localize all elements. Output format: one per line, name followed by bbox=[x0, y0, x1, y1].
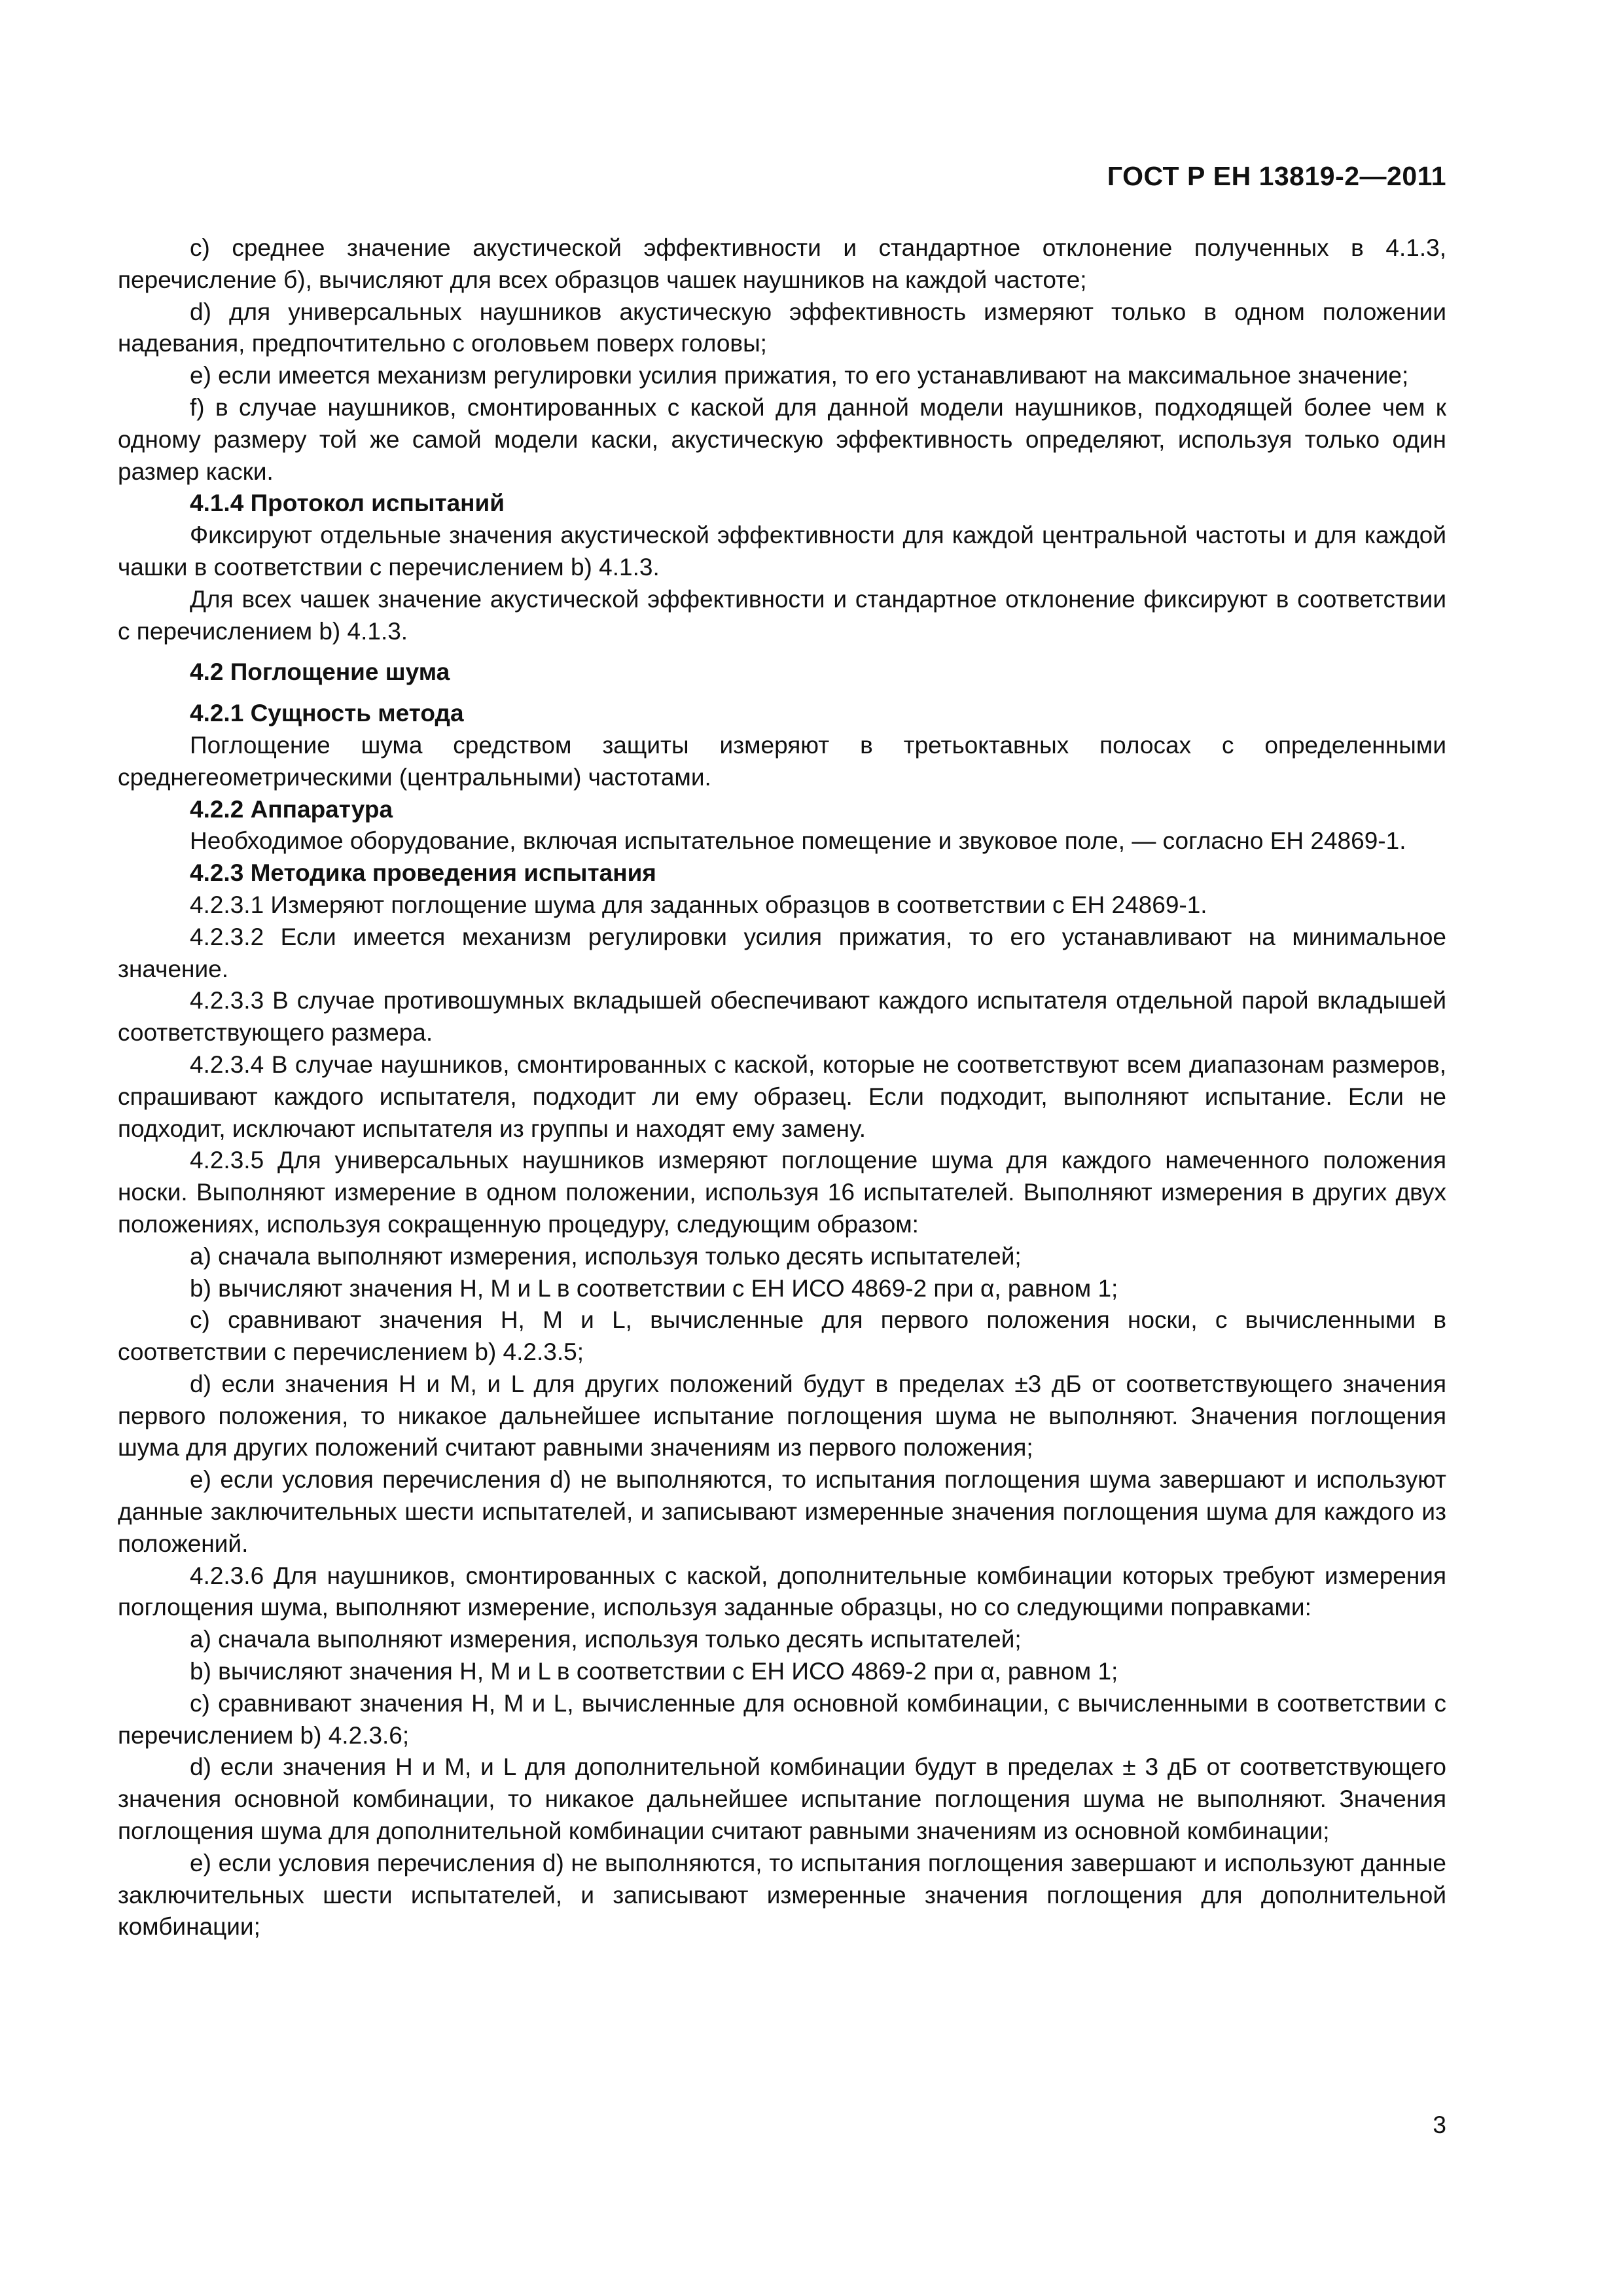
list-item-e: e) если имеется механизм регулировки усилия прижатия, то его устанавливают на максимальное значение; bbox=[190, 362, 1409, 389]
clause-4-2-3-5: 4.2.3.5 Для универсальных наушников измеряют поглощение шума для каждого намеченного положения носки. Выполняют измерение в одном положении, используя 16 испытателей. Выполняют измерения в других двух положениях, используя сокращенную процедуру, следующим образом: bbox=[118, 1147, 1446, 1238]
list-item-d: d) для универсальных наушников акустическую эффективность измеряют только в одном положении надевания, предпочтительно с оголовьем поверх головы; bbox=[118, 298, 1446, 357]
section-heading-4-2-2: 4.2.2 Аппаратура bbox=[190, 795, 393, 823]
clause-4-2-3-4: 4.2.3.4 В случае наушников, смонтированных с каской, которые не соответствуют всем диапазонам размеров, спрашивают каждого испытателя, подходит ли ему образец. Если подходит, выполняют испытание. Если не подходит, исключают испытателя из группы и находят ему замену. bbox=[118, 1050, 1446, 1142]
list-item-c: c) сравнивают значения H, M и L, вычисленные для первого положения носки, с вычисленными в соответствии с перечислением b) 4.2.3.5; bbox=[118, 1306, 1446, 1366]
list-item-c: c) сравнивают значения H, M и L, вычисленные для основной комбинации, с вычисленными в соответствии с перечислением b) 4.2.3.6; bbox=[118, 1689, 1446, 1749]
list-item-b: b) вычисляют значения H, M и L в соответствии с ЕН ИСО 4869-2 при α, равном 1; bbox=[190, 1274, 1118, 1302]
list-item-d: d) если значения H и M, и L для других положений будут в пределах ±3 дБ от соответствующего значения первого положения, то никакое дальнейшее испытание поглощения шума не выполняют. Значения поглощения шума для других положений считают равными значениям из первого положения; bbox=[118, 1370, 1446, 1462]
page-number: 3 bbox=[1433, 2111, 1446, 2138]
list-item-a: a) сначала выполняют измерения, используя только десять испытателей; bbox=[190, 1242, 1022, 1270]
list-item-c: c) среднее значение акустической эффективности и стандартное отклонение полученных в 4.1.3, перечисление б), вычисляют для всех образцов чашек наушников на каждой частоте; bbox=[118, 234, 1446, 293]
paragraph: Необходимое оборудование, включая испытательное помещение и звуковое поле, — согласно ЕН 24869-1. bbox=[190, 827, 1406, 855]
list-item-b: b) вычисляют значения H, M и L в соответствии с ЕН ИСО 4869-2 при α, равном 1; bbox=[190, 1658, 1118, 1685]
document-code-header: ГОСТ Р ЕН 13819-2—2011 bbox=[1107, 161, 1446, 191]
list-item-a: a) сначала выполняют измерения, используя только десять испытателей; bbox=[190, 1626, 1022, 1653]
paragraph: Поглощение шума средством защиты измеряют в третьоктавных полосах с определенными среднегеометрическими (центральными) частотами. bbox=[118, 731, 1446, 791]
clause-4-2-3-2: 4.2.3.2 Если имеется механизм регулировки усилия прижатия, то его устанавливают на минимальное значение. bbox=[118, 923, 1446, 982]
section-heading-4-1-4: 4.1.4 Протокол испытаний bbox=[190, 490, 505, 517]
list-item-d: d) если значения H и M, и L для дополнительной комбинации будут в пределах ± 3 дБ от соответствующего значения основной комбинации, то никакое дальнейшее испытание поглощения шума не выполняют. Значения поглощения шума для дополнительной комбинации считают равными значениям из основной комбинации; bbox=[118, 1753, 1446, 1845]
section-heading-4-2-3: 4.2.3 Методика проведения испытания bbox=[190, 859, 656, 887]
section-heading-4-2: 4.2 Поглощение шума bbox=[190, 658, 450, 686]
clause-4-2-3-6: 4.2.3.6 Для наушников, смонтированных с каской, дополнительные комбинации которых требуют измерения поглощения шума, выполняют измерение, используя заданные образцы, но со следующими поправками: bbox=[118, 1562, 1446, 1621]
list-item-e: e) если условия перечисления d) не выполняются, то испытания поглощения шума завершают и используют данные заключительных шести испытателей, и записывают измеренные значения поглощения шума для каждого из положений. bbox=[118, 1466, 1446, 1557]
document-body bbox=[118, 232, 1446, 1943]
clause-4-2-3-3: 4.2.3.3 В случае противошумных вкладышей обеспечивают каждого испытателя отдельной парой вкладышей соответствующего размера. bbox=[118, 987, 1446, 1047]
list-item-f: f) в случае наушников, смонтированных с каской для данной модели наушников, подходящей более чем к одному размеру той же самой модели каски, акустическую эффективность определяют, используя только один размер каски. bbox=[118, 393, 1446, 485]
clause-4-2-3-1: 4.2.3.1 Измеряют поглощение шума для заданных образцов в соответствии с ЕН 24869-1. bbox=[190, 891, 1207, 918]
section-heading-4-2-1: 4.2.1 Сущность метода bbox=[190, 700, 464, 727]
list-item-e: e) если условия перечисления d) не выполняются, то испытания поглощения завершают и используют данные заключительных шести испытателей, и записывают измеренные значения поглощения для дополнительной комбинации; bbox=[118, 1849, 1446, 1941]
paragraph: Для всех чашек значение акустической эффективности и стандартное отклонение фиксируют в соответствии с перечислением b) 4.1.3. bbox=[118, 585, 1446, 645]
paragraph: Фиксируют отдельные значения акустической эффективности для каждой центральной частоты и для каждой чашки в соответствии с перечислением b) 4.1.3. bbox=[118, 522, 1446, 581]
